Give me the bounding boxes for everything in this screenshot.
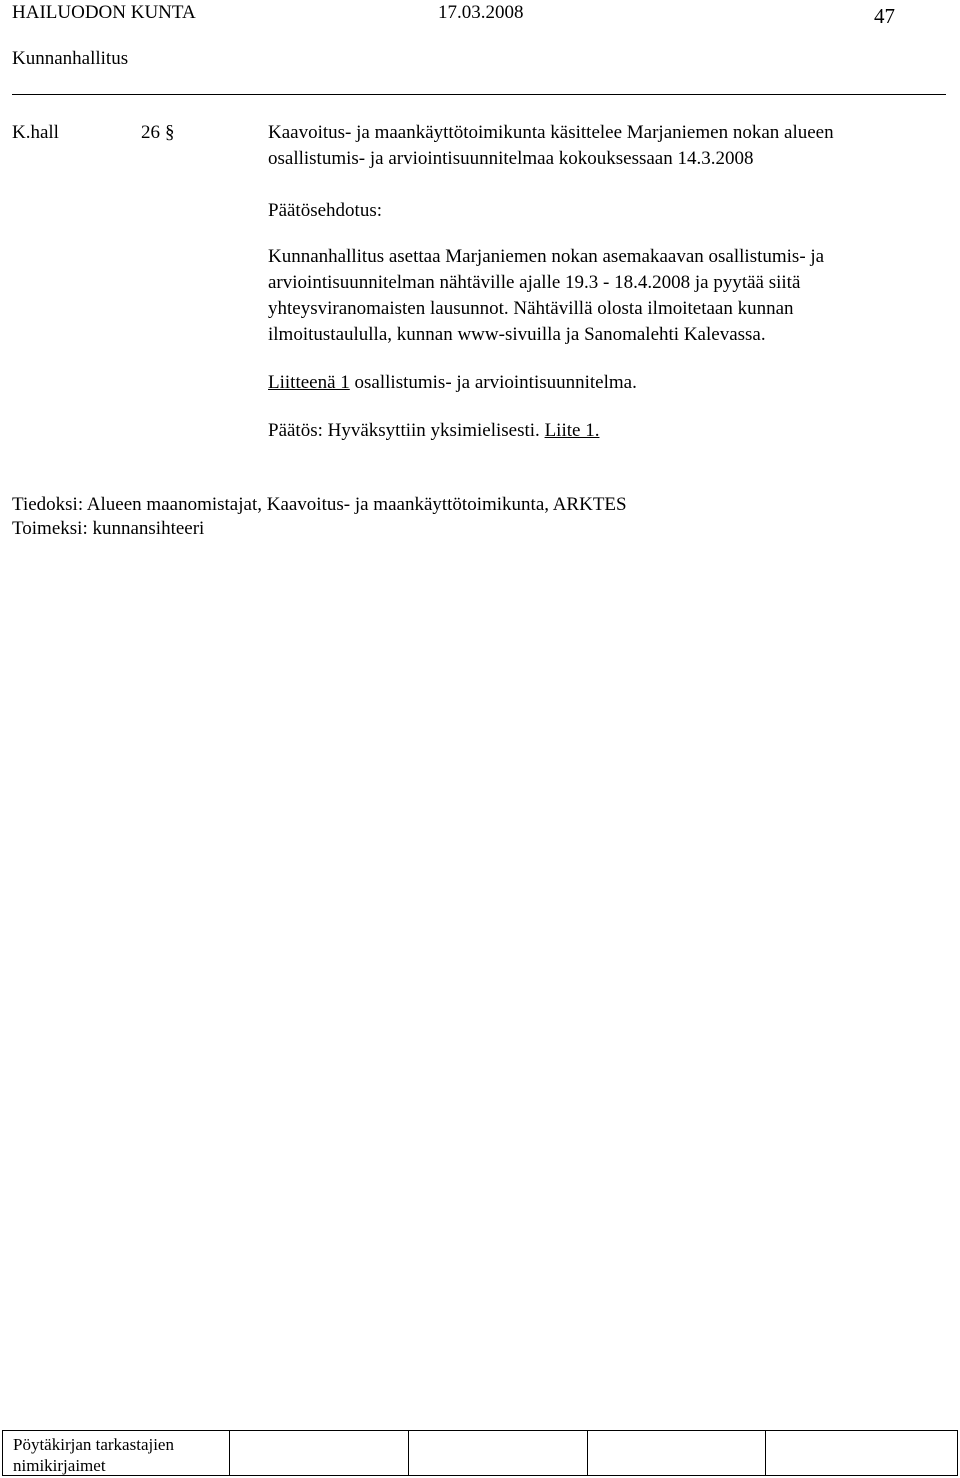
- proposal-line-2: arviointisuunnitelman nähtäville ajalle 19.3 - 18.4.2008 ja pyytää siitä: [268, 272, 801, 293]
- footer-initials-cell-2: [408, 1431, 409, 1475]
- attachment-link[interactable]: Liitteenä 1: [268, 372, 350, 393]
- proposal-line-3: yhteysviranomaisten lausunnot. Nähtävillä olosta ilmoitetaan kunnan: [268, 298, 794, 319]
- attachment-line: [268, 370, 637, 396]
- footer-initials-cell-1: [229, 1431, 230, 1475]
- distribution-informed: Tiedoksi: Alueen maanomistajat, Kaavoitus- ja maankäyttötoimikunta, ARKTES: [12, 494, 627, 515]
- header-divider: [12, 94, 946, 95]
- proposal-line-1: Kunnanhallitus asettaa Marjaniemen nokan asemakaavan osallistumis- ja: [268, 246, 825, 267]
- decision-line: [268, 418, 599, 444]
- meeting-date: 17.03.2008: [438, 2, 524, 23]
- footer-initials-cell-3: [587, 1431, 588, 1475]
- footer-initials-box: [2, 1430, 958, 1476]
- footer-label-line-1: Pöytäkirjan tarkastajien: [13, 1435, 174, 1454]
- committee-name: Kunnanhallitus: [12, 48, 129, 69]
- proposal-label: Päätösehdotus:: [268, 200, 382, 221]
- footer-initials-cell-4: [765, 1431, 766, 1475]
- distribution-execution: Toimeksi: kunnansihteeri: [12, 518, 205, 539]
- attachment-description: osallistumis- ja arviointisuunnitelma.: [349, 372, 637, 393]
- section-title-line-2: osallistumis- ja arviointisuunnitelmaa kokouksessaan 14.3.2008: [268, 148, 754, 169]
- decision-text: Päätös: Hyväksyttiin yksimielisesti.: [268, 420, 545, 441]
- section-title: [268, 120, 834, 172]
- footer-label: [13, 1434, 174, 1476]
- decision-attachment-link[interactable]: Liite 1.: [544, 420, 600, 441]
- section-sign: §: [165, 122, 175, 143]
- section-body-ref: K.hall: [12, 122, 59, 143]
- proposal-line-4: ilmoitustaululla, kunnan www-sivuilla ja Sanomalehti Kalevassa.: [268, 324, 766, 345]
- proposal-text: [268, 244, 824, 348]
- section-number: 26: [141, 122, 160, 143]
- page-number: 47: [874, 4, 895, 28]
- municipality-name: HAILUODON KUNTA: [12, 2, 196, 23]
- footer-label-line-2: nimikirjaimet: [13, 1456, 106, 1475]
- section-title-line-1: Kaavoitus- ja maankäyttötoimikunta käsittelee Marjaniemen nokan alueen: [268, 122, 834, 143]
